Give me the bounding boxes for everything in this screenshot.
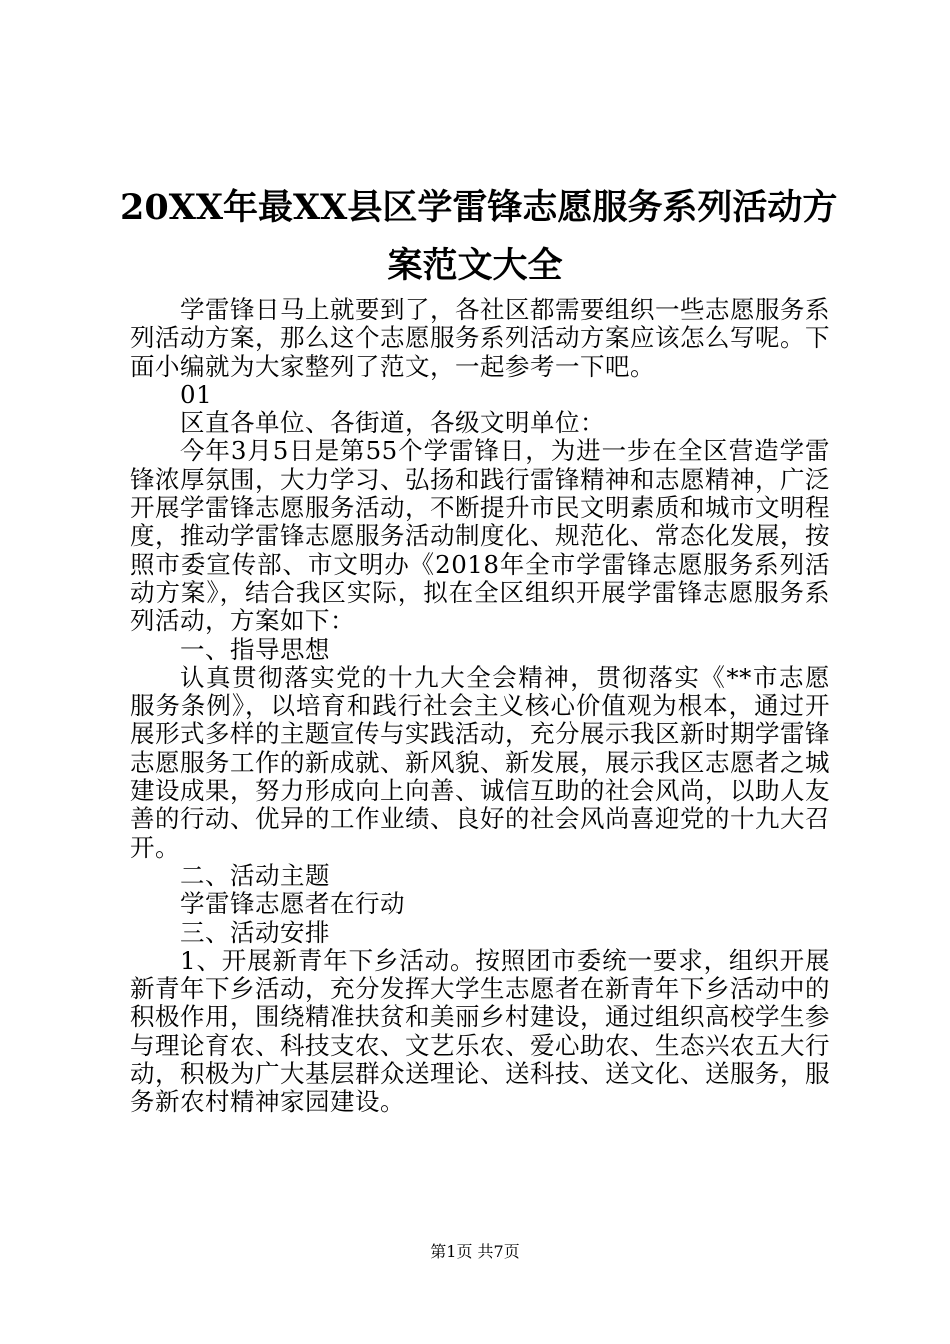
document-title-line-2: 案范文大全 xyxy=(387,245,563,286)
body-paragraph: 今年3月5日是第55个学雷锋日，为进一步在全区营造学雷锋浓厚氛围，大力学习、弘扬和践行雷锋精神和志愿精神，广泛开展学雷锋志愿服务活动，不断提升市民文明素质和城市文明程度，推动学雷锋志愿服务活动制度化、规范化、常态化发展，按照市委宣传部、市文明办《2018年全市学雷锋志愿服务系列活动方案》，结合我区实际，拟在全区组织开展学雷锋志愿服务系列活动，方案如下： xyxy=(130,436,830,636)
page-footer: 第1页 共7页 xyxy=(430,1242,520,1261)
activity-theme-text: 学雷锋志愿者在行动 xyxy=(180,889,405,919)
body-paragraph: 认真贯彻落实党的十九大全会精神，贯彻落实《**市志愿服务条例》，以培育和践行社会主义核心价值观为根本，通过开展形式多样的主题宣传与实践活动，充分展示我区新时期学雷锋志愿服务工作的新成就、新风貌、新发展，展示我区志愿者之城建设成果，努力形成向上向善、诚信互助的社会风尚，以助人友善的行动、优异的工作业绩、良好的社会风尚喜迎党的十九大召开。 xyxy=(130,662,830,862)
section-heading-activity-theme: 二、活动主题 xyxy=(180,860,330,890)
body-paragraph: 1、开展新青年下乡活动。按照团市委统一要求，组织开展新青年下乡活动，充分发挥大学生志愿者在新青年下乡活动中的积极作用，围绕精准扶贫和美丽乡村建设，通过组织高校学生参与理论育农、科技支农、文艺乐农、爱心助农、生态兴农五大行动，积极为广大基层群众送理论、送科技、送文化、送服务，服务新农村精神家园建设。 xyxy=(130,945,830,1117)
salutation: 区直各单位、各街道，各级文明单位： xyxy=(180,408,605,438)
intro-paragraph: 学雷锋日马上就要到了，各社区都需要组织一些志愿服务系列活动方案，那么这个志愿服务系列活动方案应该怎么写呢。下面小编就为大家整列了范文，一起参考一下吧。 xyxy=(130,295,830,381)
section-number: 01 xyxy=(180,379,213,409)
section-heading-guiding-thought: 一、指导思想 xyxy=(180,634,330,664)
document-body xyxy=(130,296,830,1117)
document-title-line-1: 20XX年最XX县区学雷锋志愿服务系列活动方 xyxy=(120,187,838,228)
section-heading-activity-arrangement: 三、活动安排 xyxy=(180,917,330,947)
